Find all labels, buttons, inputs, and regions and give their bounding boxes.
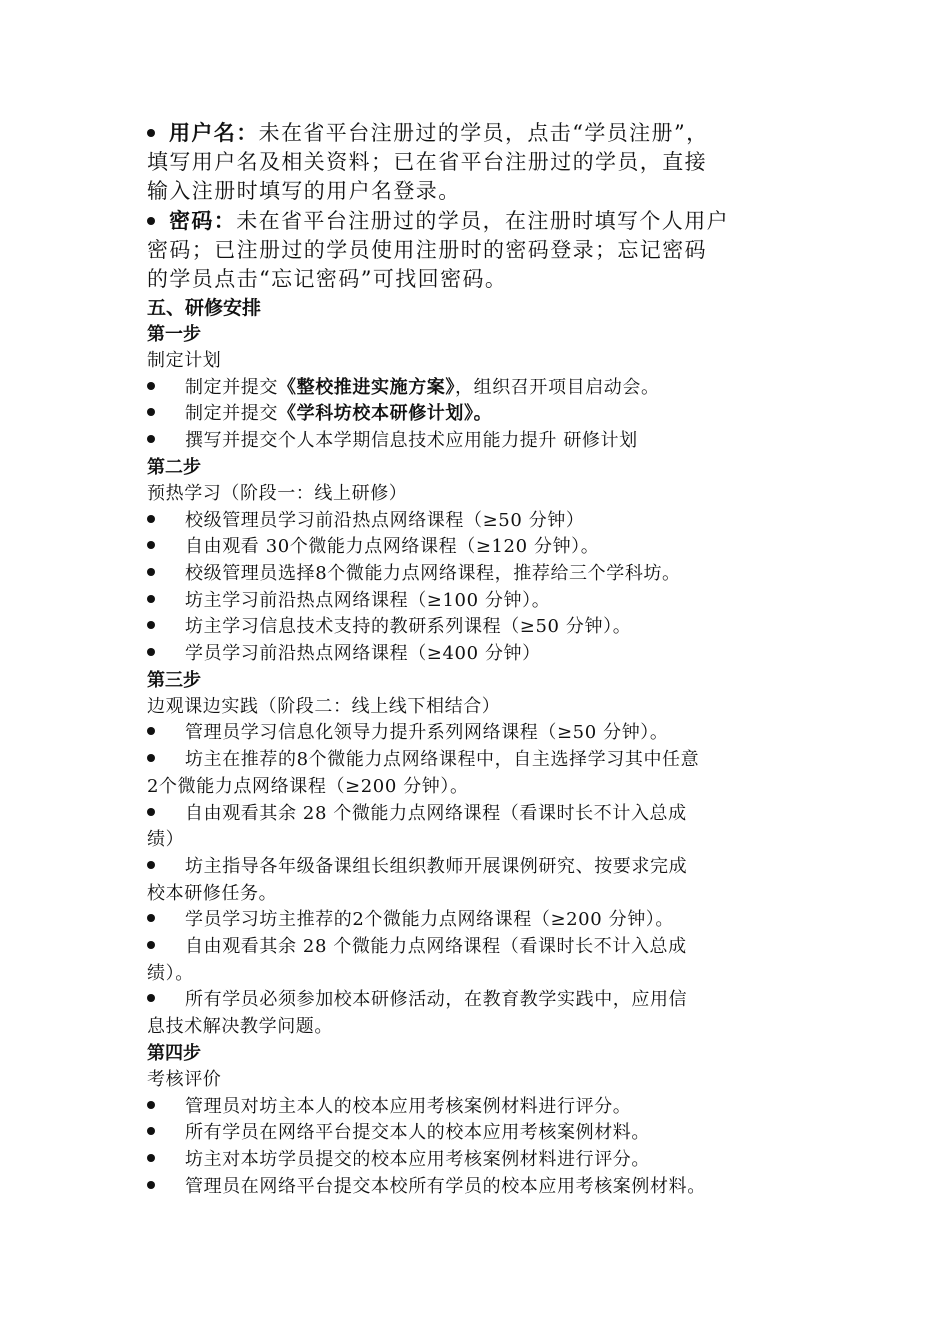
step3-title: 第三步 [147,669,201,691]
list-item-continuation: 2个微能力点网络课程（≥200 分钟）。 [147,775,469,797]
list-item: 坊主学习信息技术支持的教研系列课程（≥50 分钟）。 [147,614,827,641]
list-item-continuation: 校本研修任务。 [147,882,278,904]
bullet-icon [147,1181,155,1189]
list-item-continuation: 息技术解决教学问题。 [147,1016,333,1038]
list-item: 校级管理员选择8个微能力点网络课程，推荐给三个学科坊。 [147,561,827,588]
list-item: 制定并提交《学科坊校本研修计划》。 [147,401,827,428]
username-label: 用户名： [169,120,259,145]
list-item: 制定并提交《整校推进实施方案》，组织召开项目启动会。 [147,375,827,402]
step1-subtitle: 制定计划 [147,350,222,371]
bullet-icon [147,994,155,1002]
bullet-icon [147,754,155,762]
bullet-icon [147,408,155,416]
list-item: 坊主学习前沿热点网络课程（≥100 分钟）。 [147,588,827,615]
section-title: 五、研修安排 [147,297,262,319]
document-page [147,118,827,1200]
list-item: 坊主在推荐的8个微能力点网络课程中，自主选择学习其中任意 [147,747,827,774]
password-paragraph-line3: 的学员点击“忘记密码”可找回密码。 [147,267,508,291]
list-item-continuation: 绩） [147,829,185,851]
list-item: 管理员对坊主本人的校本应用考核案例材料进行评分。 [147,1094,827,1121]
bullet-icon [147,727,155,735]
list-item: 所有学员必须参加校本研修活动，在教育教学实践中，应用信 [147,987,827,1014]
bullet-icon [147,621,155,629]
list-item: 所有学员在网络平台提交本人的校本应用考核案例材料。 [147,1120,827,1147]
bullet-icon [147,1154,155,1162]
username-paragraph-line3: 输入注册时填写的用户名登录。 [147,179,461,203]
list-item-continuation: 绩）。 [147,962,194,984]
list-item: 学员学习前沿热点网络课程（≥400 分钟） [147,641,827,668]
bullet-icon [147,808,155,816]
step1-title: 第一步 [147,324,201,345]
bullet-icon [147,1127,155,1135]
step3-subtitle: 边观课边实践（阶段二：线上线下相结合） [147,695,501,717]
password-paragraph-line2: 密码；已注册过的学员使用注册时的密码登录；忘记密码 [147,238,707,262]
bullet-icon [147,648,155,656]
step2-subtitle: 预热学习（阶段一：线上研修） [147,482,408,504]
step4-subtitle: 考核评价 [147,1068,222,1090]
username-paragraph-line1: 用户名：未在省平台注册过的学员，点击“学员注册”， [147,118,827,148]
bullet-icon [147,129,155,137]
bullet-icon [147,568,155,576]
list-item: 管理员在网络平台提交本校所有学员的校本应用考核案例材料。 [147,1174,827,1201]
list-item: 坊主指导各年级备课组长组织教师开展课例研究、按要求完成 [147,854,827,881]
password-label: 密码： [169,208,237,233]
bullet-icon [147,515,155,523]
bullet-icon [147,382,155,390]
bullet-icon [147,861,155,869]
bullet-icon [147,541,155,549]
bullet-icon [147,1101,155,1109]
username-paragraph-line2: 填写用户名及相关资料；已在省平台注册过的学员，直接 [147,150,707,174]
list-item: 学员学习坊主推荐的2个微能力点网络课程（≥200 分钟）。 [147,907,827,934]
bullet-icon [147,941,155,949]
bullet-icon [147,914,155,922]
list-item: 自由观看 30个微能力点网络课程（≥120 分钟）。 [147,534,827,561]
bullet-icon [147,595,155,603]
password-paragraph-line1: 密码：未在省平台注册过的学员，在注册时填写个人用户 [147,206,827,236]
list-item: 坊主对本坊学员提交的校本应用考核案例材料进行评分。 [147,1147,827,1174]
bullet-icon [147,435,155,443]
list-item: 自由观看其余 28 个微能力点网络课程（看课时长不计入总成 [147,934,827,961]
step2-title: 第二步 [147,456,201,478]
list-item: 撰写并提交个人本学期信息技术应用能力提升 研修计划 [147,428,827,455]
bullet-icon [147,217,155,225]
list-item: 管理员学习信息化领导力提升系列网络课程（≥50 分钟）。 [147,720,827,747]
step4-title: 第四步 [147,1042,201,1064]
list-item: 校级管理员学习前沿热点网络课程（≥50 分钟） [147,508,827,535]
list-item: 自由观看其余 28 个微能力点网络课程（看课时长不计入总成 [147,801,827,828]
